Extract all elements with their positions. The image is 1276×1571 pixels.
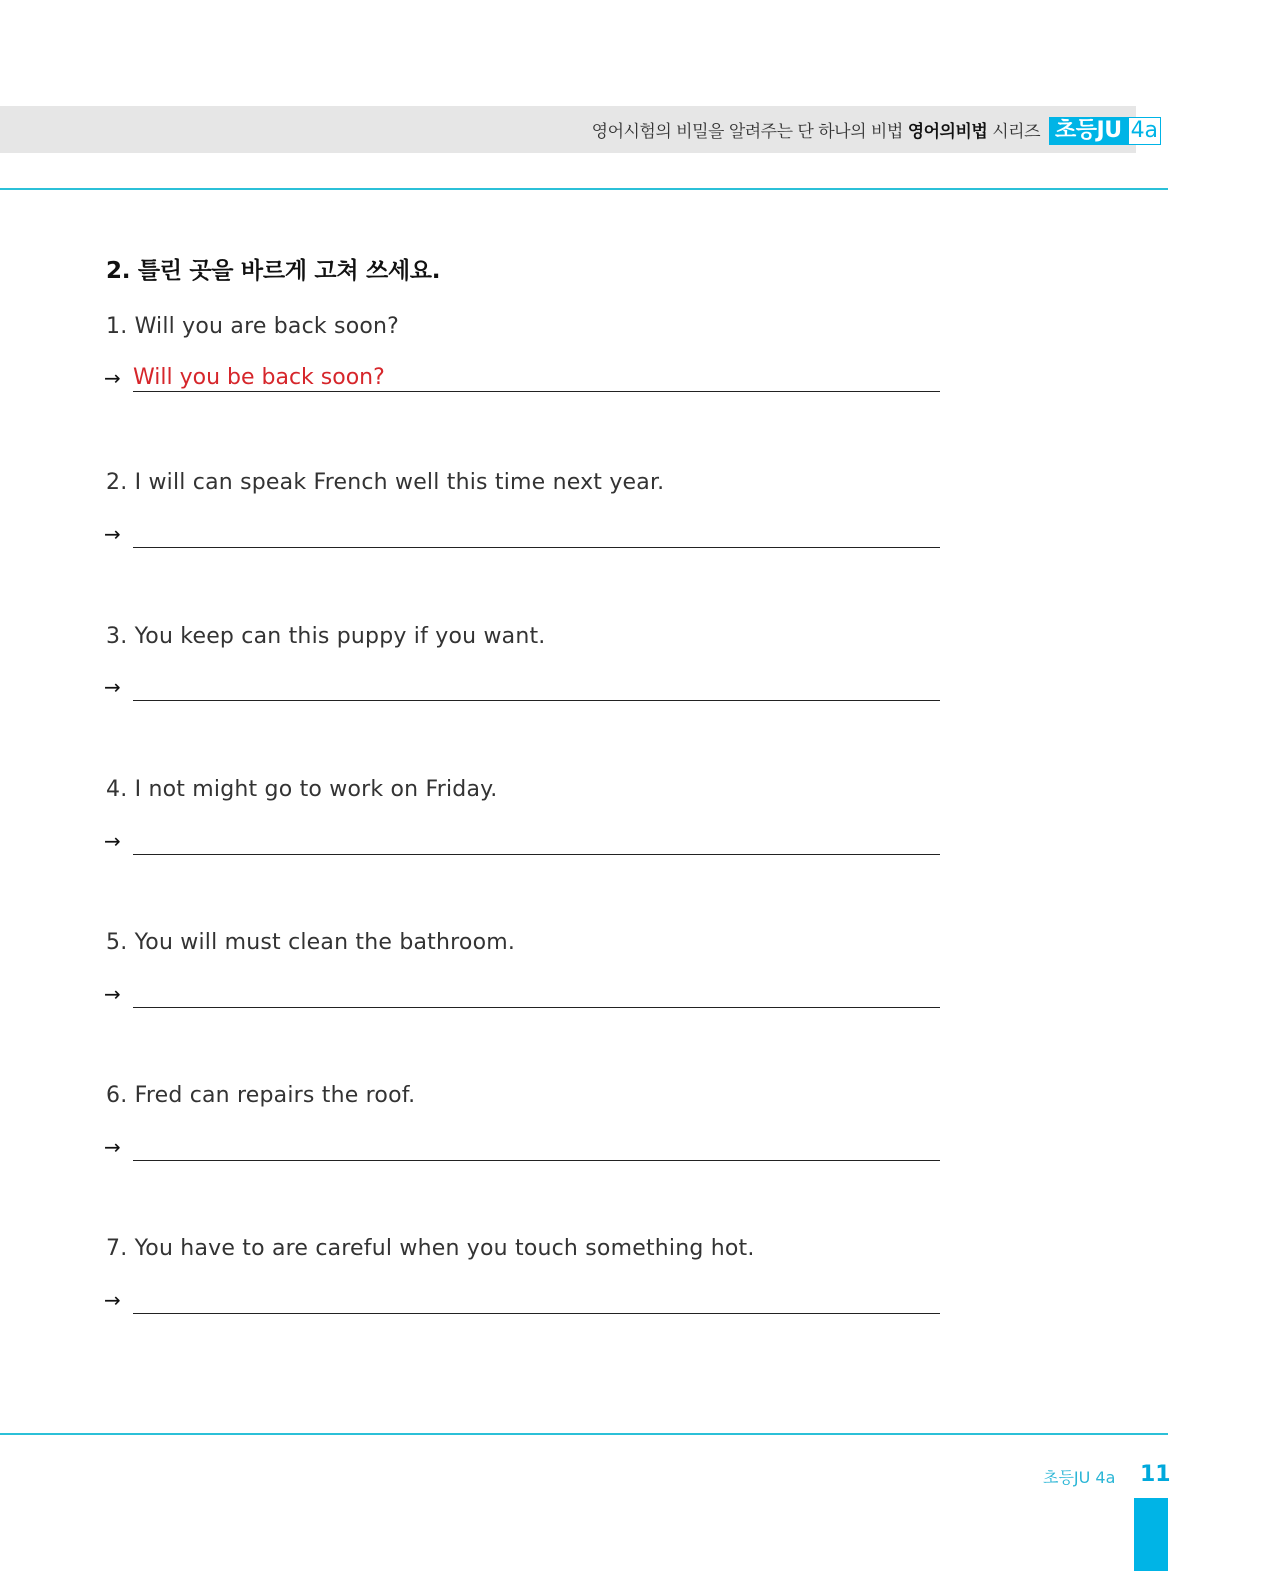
question-2: 2. I will can speak French well this time next year. — [106, 470, 665, 495]
arrow-icon: → — [104, 366, 121, 390]
question-3: 3. You keep can this puppy if you want. — [106, 624, 546, 649]
header-tagline — [592, 117, 1040, 142]
answer-field-5[interactable] — [133, 977, 940, 1008]
section-title: 2. 틀린 곳을 바르게 고쳐 쓰세요. — [106, 258, 441, 284]
answer-field-3[interactable] — [133, 670, 940, 701]
answer-field-7[interactable] — [133, 1283, 940, 1314]
answer-row-3 — [104, 669, 940, 701]
arrow-icon: → — [104, 829, 121, 853]
answer-row-6 — [104, 1129, 940, 1161]
question-6: 6. Fred can repairs the roof. — [106, 1083, 416, 1108]
badge-level: 4a — [1128, 117, 1161, 145]
footer-brand: 초등JU 4a — [1043, 1468, 1116, 1487]
answer-text-1: Will you be back soon? — [133, 365, 385, 390]
bottom-divider — [0, 1433, 1168, 1435]
answer-field-4[interactable] — [133, 824, 940, 855]
arrow-icon: → — [104, 675, 121, 699]
arrow-icon: → — [104, 982, 121, 1006]
answer-row-4 — [104, 823, 940, 855]
answer-row-7 — [104, 1282, 940, 1314]
series-suffix: 시리즈 — [992, 122, 1040, 142]
tagline-text: 영어시험의 비밀을 알려주는 단 하나의 비법 — [591, 122, 903, 142]
answer-row-1 — [104, 360, 940, 392]
question-5: 5. You will must clean the bathroom. — [106, 930, 516, 955]
arrow-icon: → — [104, 1135, 121, 1159]
page-number: 11 — [1140, 1462, 1171, 1487]
series-name: 영어의비법 — [907, 122, 988, 142]
answer-field-1[interactable] — [133, 361, 940, 392]
answer-field-6[interactable] — [133, 1130, 940, 1161]
answer-row-5 — [104, 976, 940, 1008]
arrow-icon: → — [104, 1288, 121, 1312]
arrow-icon: → — [104, 522, 121, 546]
page-tab-marker — [1134, 1498, 1168, 1571]
question-4: 4. I not might go to work on Friday. — [106, 777, 498, 802]
series-badge — [1049, 117, 1161, 145]
badge-main: 초등JU — [1049, 117, 1128, 145]
top-divider — [0, 188, 1168, 190]
answer-row-2 — [104, 516, 940, 548]
question-1: 1. Will you are back soon? — [106, 314, 400, 339]
answer-field-2[interactable] — [133, 517, 940, 548]
question-7: 7. You have to are careful when you touch something hot. — [106, 1236, 755, 1261]
